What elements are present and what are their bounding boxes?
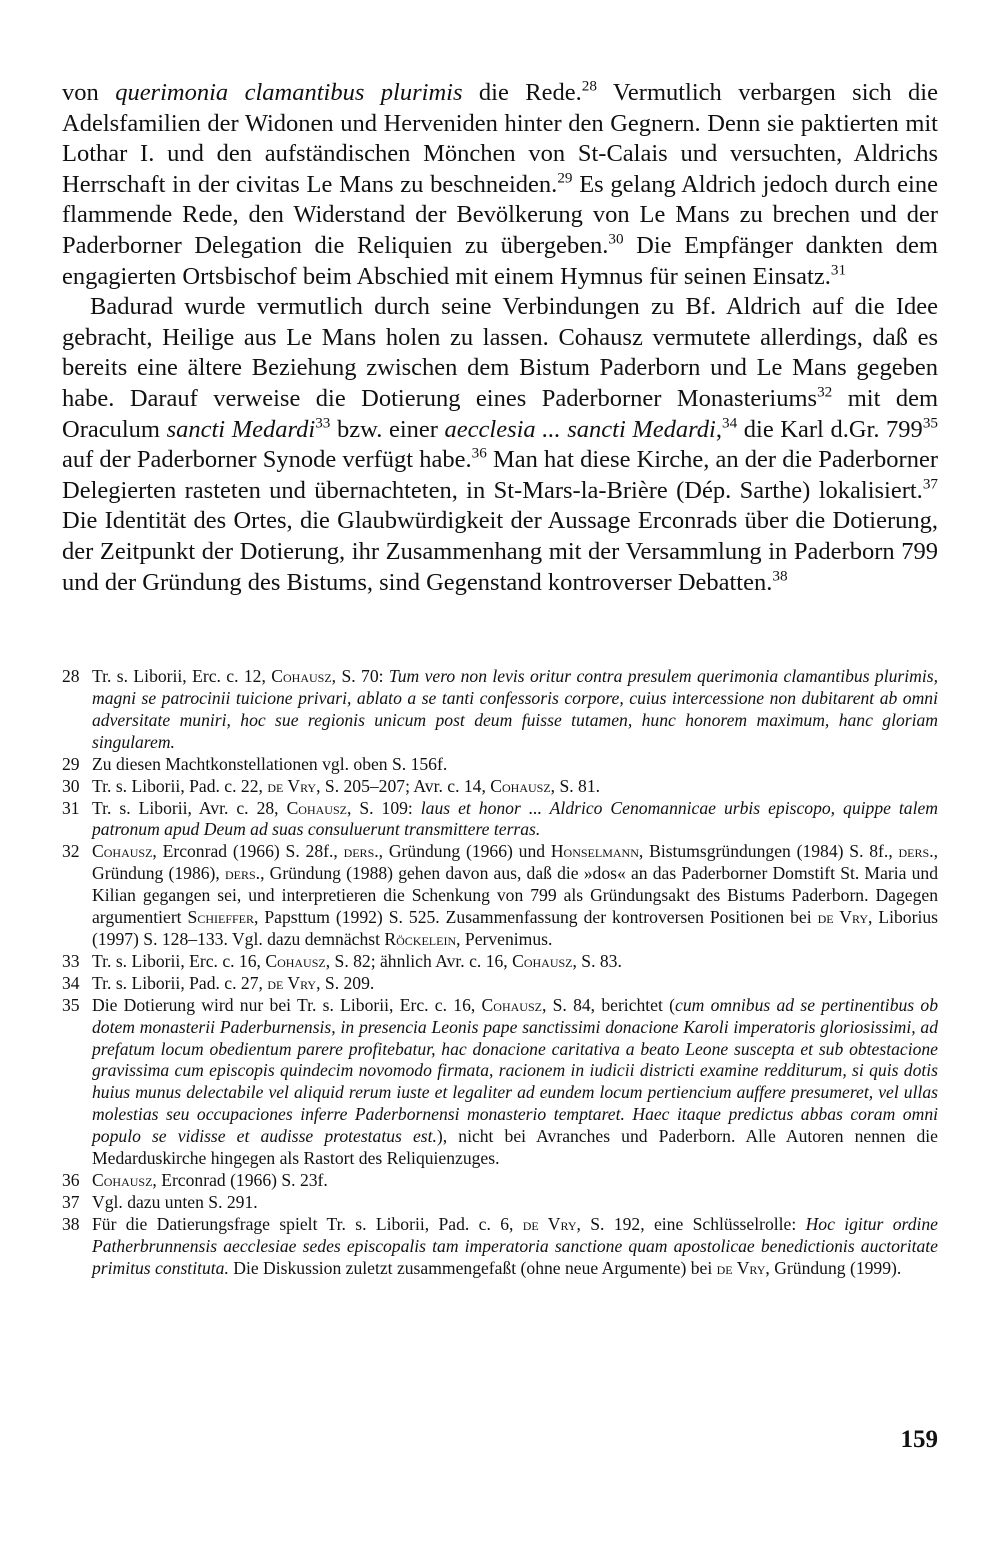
paragraph-2 <box>62 292 938 598</box>
footnote-text <box>92 951 938 973</box>
author-name: Röckelein <box>384 928 457 949</box>
footnote-number: 35 <box>62 994 80 1015</box>
footnote-ref: 29 <box>557 169 573 187</box>
text-run: , S. 70: <box>331 666 389 687</box>
text-run: , Liborius (1997) S. 128–133. Vgl. dazu demnächst <box>92 907 938 949</box>
footnote-number: 29 <box>62 753 80 774</box>
footnote-ref: 38 <box>772 567 788 585</box>
text-run: die Rede. <box>462 79 582 106</box>
footnote-28 <box>62 666 938 754</box>
footnote-number: 32 <box>62 841 80 862</box>
text-run: Vgl. dazu unten S. 291. <box>92 1191 258 1212</box>
footnote-text <box>92 1214 938 1280</box>
author-name: de Vry <box>267 972 317 993</box>
text-run: Die Diskussion zuletzt zusammengefaßt (ohne neue Argumente) bei <box>228 1257 717 1278</box>
text-run: von <box>62 79 116 106</box>
footnote-ref: 32 <box>817 383 833 401</box>
main-text <box>62 78 938 598</box>
footnote-33 <box>62 951 938 973</box>
author-name: de Vry <box>716 1257 766 1278</box>
footnote-36 <box>62 1170 938 1192</box>
latin-quote: Hoc igitur ordine Patherbrunnensis aecclesiae sedes episcopalis tam imperatoria sanctione quam apostolicae benedictionis auctoritate primitus constituta. <box>92 1213 938 1278</box>
text-run: , Gründung (1966) und <box>378 841 551 862</box>
footnote-34 <box>62 973 938 995</box>
footnote-text <box>92 995 938 1170</box>
footnote-text <box>92 1192 938 1214</box>
author-name: Cohausz <box>92 1169 153 1190</box>
footnote-text <box>92 798 938 842</box>
footnote-29 <box>62 754 938 776</box>
text-run: Die Identität des Ortes, die Glaubwürdigkeit der Aussage Erconrads über die Dotierung, der Zeitpunkt der Dotierung, ihr Zusammenhang mit der Versammlung in Paderborn 799 und der Gründung des Bistums, sind Gegenstand kontroverser Debatten. <box>62 507 938 596</box>
footnote-number: 33 <box>62 950 80 971</box>
latin-quote: querimonia clamantibus plurimis <box>115 79 463 106</box>
author-name: Cohausz <box>490 775 551 796</box>
footnote-text <box>92 973 938 995</box>
text-run: , S. 84, berichtet ( <box>541 994 676 1015</box>
text-run: Die Dotierung wird nur bei Tr. s. Liborii, Erc. c. 16, <box>92 994 482 1015</box>
text-run: , S. 192, eine Schlüsselrolle: <box>576 1213 806 1234</box>
footnote-ref: 34 <box>721 414 738 432</box>
text-run: , Papsttum (1992) S. 525. Zusammenfassung der kontroversen Positionen bei <box>254 907 818 928</box>
author-name: de Vry <box>522 1213 577 1234</box>
latin-quote: sancti Medardi <box>166 415 316 443</box>
author-name: Cohausz <box>265 950 326 971</box>
text-run: Badurad wurde vermutlich durch seine Verbindungen zu Bf. Aldrich auf die Idee gebracht, Heilige aus Le Mans holen zu lassen. Cohausz vermutete allerdings, daß es bereits eine ältere Beziehung zwischen dem Bistum Paderborn und Le Mans gegeben habe. Darauf verweise die Dotierung eines Paderborner Monasteriums <box>62 293 938 412</box>
text-run: die Karl d.Gr. 799 <box>737 415 923 443</box>
author-name: de Vry <box>267 775 317 796</box>
footnote-number: 37 <box>62 1191 80 1212</box>
text-run: , Erconrad (1966) S. 23f. <box>152 1169 328 1190</box>
footnotes <box>62 666 938 1279</box>
text-run: , S. 209. <box>316 972 375 993</box>
footnote-ref: 37 <box>922 475 938 493</box>
author-name: Cohausz <box>481 994 542 1015</box>
footnote-text <box>92 841 938 951</box>
text-run: , Bistumsgründungen (1984) S. 8f., <box>638 841 899 862</box>
text-run: bzw. einer <box>330 415 445 443</box>
text-run: Tr. s. Liborii, Pad. c. 27, <box>92 972 268 993</box>
text-run: , Gründung (1999). <box>765 1257 902 1278</box>
author-name: de Vry <box>817 907 868 928</box>
text-run: Tr. s. Liborii, Avr. c. 28, <box>92 797 287 818</box>
text-run: Für die Datierungsfrage spielt Tr. s. Liborii, Pad. c. 6, <box>92 1213 523 1234</box>
text-run: , S. 81. <box>550 775 601 796</box>
author-name: ders. <box>343 841 379 862</box>
footnote-ref: 35 <box>922 414 938 432</box>
author-name: Schieffer <box>187 907 255 928</box>
latin-quote: cum omnibus ad se pertinentibus ob dotem monasterii Paderburnensis, in presencia Leonis pape sanctissimi donacione Karoli imperatoris gloriosissimi, ad prefatum locum obedientum parere profitebatur, hac donacione caritativa a beato Leone suscepta et sub obtestacione gravissima cum episcopis quindecim novomodo firmata, racionem in iudicii districti examine redditurum, si quis dotis huius munus delectabile vel aliquid rerum iuste et legaliter ad eundem locum pertiencium auffere presumeret, vel ullas molestias seu occupaciones inferre Paderbornensi monasterio temptaret. Haec itaque predictus abbas coram omni populo se vidisse et audisse protestatus est. <box>92 994 939 1147</box>
footnote-number: 30 <box>62 775 80 796</box>
footnote-30 <box>62 776 938 798</box>
author-name: Cohausz <box>92 841 153 862</box>
page-number: 159 <box>900 1426 938 1453</box>
footnote-number: 28 <box>62 666 80 687</box>
footnote-number: 34 <box>62 972 80 993</box>
text-run: , S. 109: <box>346 797 421 818</box>
author-name: Cohausz <box>271 666 332 687</box>
footnote-ref: 31 <box>830 261 847 279</box>
text-run: , Pervenimus. <box>456 928 553 949</box>
text-run: auf der Paderborner Synode verfügt habe. <box>62 446 472 474</box>
footnote-number: 31 <box>62 797 80 818</box>
footnote-text <box>92 666 938 754</box>
footnote-37 <box>62 1192 938 1214</box>
text-run: mit dem Oraculum <box>62 384 939 443</box>
author-name: ders. <box>224 863 261 884</box>
latin-quote: aecclesia ... sancti Medardi <box>444 415 716 443</box>
text-run: Vermutlich verbargen sich die Adelsfamilien der Widonen und Herveniden hinter den Gegnern. Denn sie paktierten mit Lothar I. und den aufständischen Mönchen von St-Calais und versuchten, Aldrichs Herrschaft in der civitas Le Mans zu beschneiden. <box>62 79 938 198</box>
text-run: , Gründung (1988) gehen davon aus, daß die »dos« an das Paderborner Domstift St. Maria und Kilian gegangen sei, und interpretieren die Schenkung von 799 als Gründungsakt des Bistums Paderborn. Dagegen argumentiert <box>92 863 938 928</box>
book-page <box>62 78 938 1279</box>
author-name: Cohausz <box>512 950 573 971</box>
text-run: Die Empfänger dankten dem engagierten Ortsbischof beim Abschied mit einem Hymnus für seinen Einsatz. <box>62 231 938 290</box>
text-run: , S. 83. <box>572 950 622 971</box>
footnote-text <box>92 754 938 776</box>
text-run: Tr. s. Liborii, Erc. c. 16, <box>92 950 266 971</box>
text-run: ), nicht bei Avranches und Paderborn. Alle Autoren nennen die Medarduskirche hingegen als Rastort des Reliquienzuges. <box>92 1126 938 1169</box>
footnote-38 <box>62 1214 938 1280</box>
footnote-ref: 33 <box>315 414 331 432</box>
footnote-31 <box>62 798 938 842</box>
footnote-ref: 30 <box>608 230 624 248</box>
text-run: , S. 82; ähnlich Avr. c. 16, <box>325 950 513 971</box>
footnote-ref: 28 <box>581 77 597 95</box>
footnote-number: 36 <box>62 1169 80 1190</box>
footnote-35 <box>62 995 938 1170</box>
author-name: Cohausz <box>286 797 347 818</box>
text-run: Tr. s. Liborii, Pad. c. 22, <box>92 775 268 796</box>
author-name: ders. <box>898 841 934 862</box>
footnote-32 <box>62 841 938 951</box>
text-run: , <box>715 415 722 443</box>
footnote-text <box>92 776 938 798</box>
text-run: , Erconrad (1966) S. 28f., <box>152 841 344 862</box>
text-run: Man hat diese Kirche, an der die Paderborner Delegierten rasteten und übernachteten, in St-Mars-la-Brière (Dép. Sarthe) lokalisiert. <box>62 446 938 504</box>
text-run: , Gründung (1986), <box>92 841 938 884</box>
latin-quote: laus et honor ... Aldrico Cenomannicae urbis episcopo, quippe talem patronum apud Deum ad suas consuluerunt transmittere terras. <box>92 797 939 840</box>
paragraph-1 <box>62 78 938 292</box>
text-run: Es gelang Aldrich jedoch durch eine flammende Rede, den Widerstand der Bevölkerung von Le Mans zu brechen und der Paderborner Delegation die Reliquien zu übergeben. <box>62 170 938 259</box>
latin-quote: Tum vero non levis oritur contra presulem querimonia clamantibus plurimis, magni se patrocinii tuicione privari, ablato a se tanti confessoris corpore, cuius intercessione non dubitarent ab omni adversitate muniri, hoc sue regionis unicum post deum fuisse tutamen, hunc honorem maximum, hanc gloriam singularem. <box>92 666 938 752</box>
footnote-number: 38 <box>62 1213 80 1234</box>
text-run: , S. 205–207; Avr. c. 14, <box>316 775 491 796</box>
footnote-ref: 36 <box>471 444 487 462</box>
footnote-text <box>92 1170 938 1192</box>
text-run: Zu diesen Machtkonstellationen vgl. oben S. 156f. <box>92 753 448 774</box>
text-run: Tr. s. Liborii, Erc. c. 12, <box>92 666 272 687</box>
author-name: Honselmann <box>550 841 639 862</box>
